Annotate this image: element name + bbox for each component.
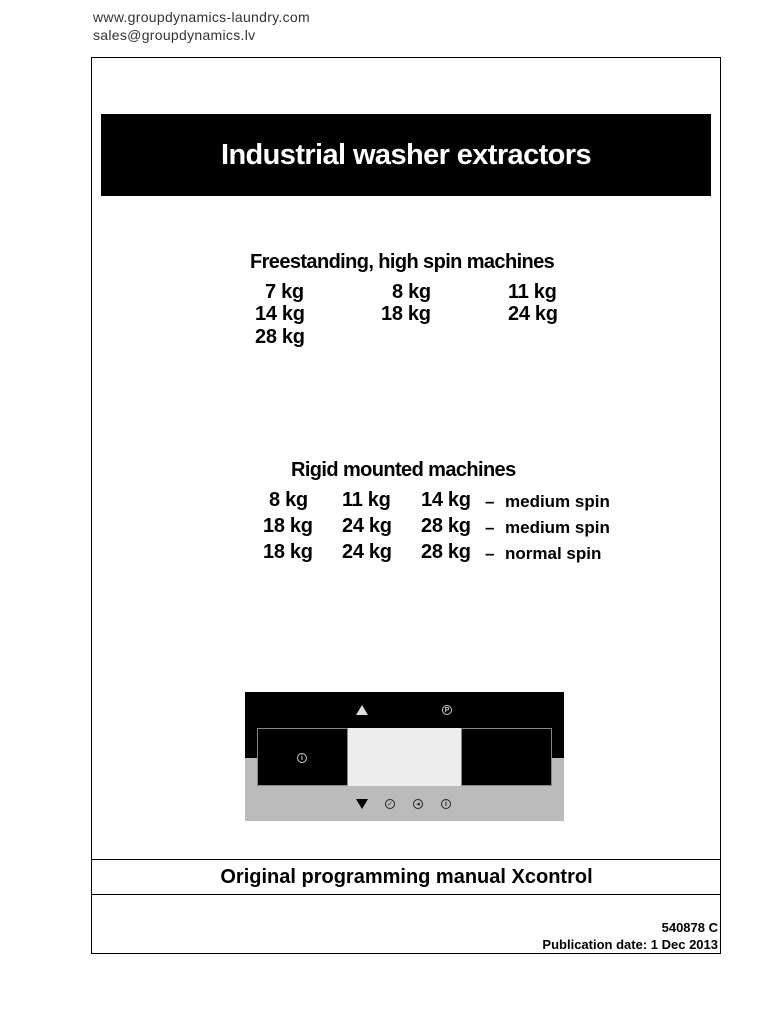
email-link[interactable]: sales@groupdynamics.lv	[93, 27, 256, 43]
website-link[interactable]: www.groupdynamics-laundry.com	[93, 9, 310, 25]
info-icon: i	[441, 799, 451, 809]
up-arrow-icon	[355, 704, 369, 716]
freestanding-size: 14 kg	[255, 303, 305, 325]
rigid-size: 11 kg	[342, 489, 391, 511]
back-icon: ◂	[413, 799, 423, 809]
document-number: 540878 C	[661, 920, 718, 935]
rigid-size: 28 kg	[421, 541, 471, 563]
freestanding-size: 7 kg	[265, 281, 304, 303]
control-panel-illustration	[245, 692, 564, 821]
freestanding-size: 8 kg	[392, 281, 431, 303]
divider	[92, 894, 721, 895]
info-icon: i	[297, 753, 307, 763]
panel-center-display	[348, 728, 461, 786]
rigid-size: 18 kg	[263, 541, 313, 563]
spin-dash: –	[485, 518, 495, 537]
spin-type: medium spin	[505, 492, 610, 511]
rigid-heading: Rigid mounted machines	[291, 459, 516, 481]
down-arrow-icon	[355, 798, 369, 810]
rigid-size: 18 kg	[263, 515, 313, 537]
spin-dash: –	[485, 492, 495, 511]
spin-type: normal spin	[505, 544, 602, 563]
spin-dash: –	[485, 544, 495, 563]
rigid-size: 8 kg	[269, 489, 308, 511]
publication-date: Publication date: 1 Dec 2013	[542, 937, 718, 952]
freestanding-size: 11 kg	[508, 281, 557, 303]
rigid-size: 24 kg	[342, 541, 392, 563]
rigid-size: 28 kg	[421, 515, 471, 537]
panel-right-display	[461, 728, 552, 786]
freestanding-size: 18 kg	[381, 303, 431, 325]
document-title: Industrial washer extractors	[101, 114, 711, 196]
power-icon: P	[442, 705, 452, 715]
freestanding-size: 28 kg	[255, 326, 305, 348]
rigid-size: 24 kg	[342, 515, 392, 537]
spin-type: medium spin	[505, 518, 610, 537]
freestanding-heading: Freestanding, high spin machines	[250, 251, 555, 273]
freestanding-size: 24 kg	[508, 303, 558, 325]
check-icon: ✓	[385, 799, 395, 809]
rigid-size: 14 kg	[421, 489, 471, 511]
manual-title: Original programming manual Xcontrol	[220, 865, 593, 888]
